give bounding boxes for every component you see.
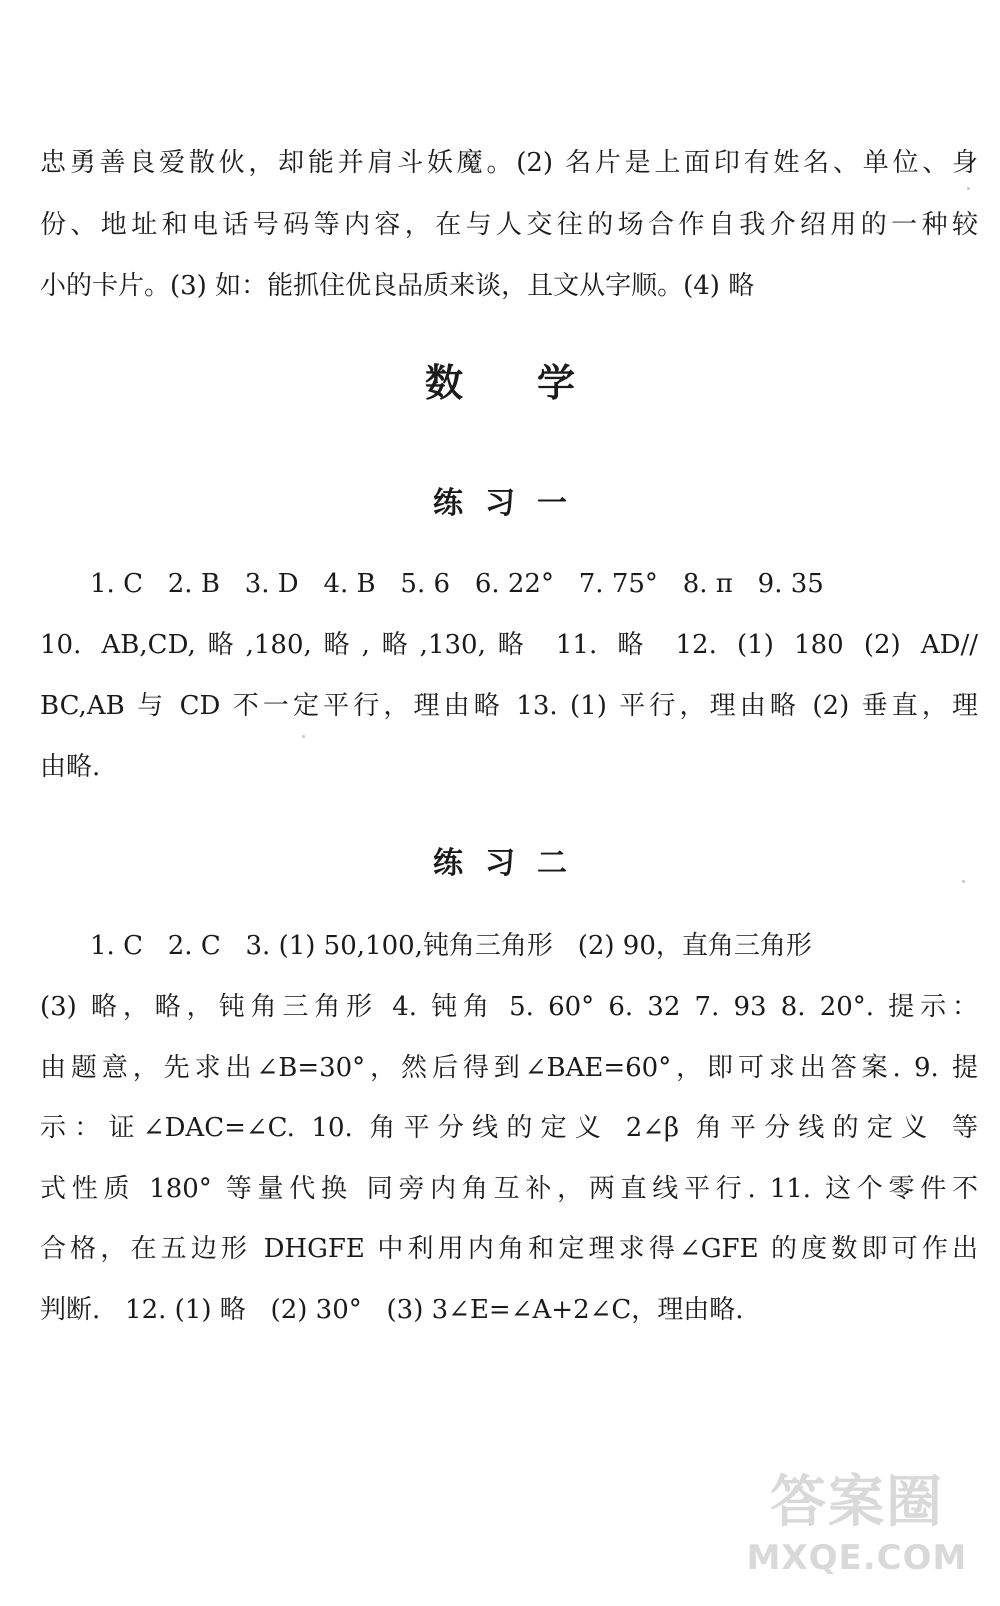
text-line: 小的卡片。(3) 如：能抓住优良品质来谈，且文从字顺。(4) 略 bbox=[40, 271, 755, 301]
answer-line: 1. C 2. B 3. D 4. B 5. 6 6. 22° 7. 75° 8. π 9. 35 bbox=[90, 569, 824, 599]
answer-line: 10. AB,CD,略,180,略,略,130,略 11. 略 12. (1) 180 (2) AD// bbox=[40, 630, 978, 660]
answer-line: 由略. bbox=[40, 752, 101, 782]
answer-line: 合格，在五边形 DHGFE 中利用内角和定理求得∠GFE 的度数即可作出 bbox=[40, 1234, 978, 1264]
answer-line: BC,AB 与 CD 不一定平行，理由略 13. (1) 平行，理由略 (2) 垂直，理 bbox=[40, 691, 978, 721]
answer-line: 判断. 12. (1) 略 (2) 30° (3) 3∠E=∠A+2∠C，理由略. bbox=[40, 1295, 744, 1325]
scan-speck bbox=[302, 735, 305, 738]
watermark-url: MXQE.COM bbox=[746, 1538, 968, 1578]
text-line: 份、地址和电话号码等内容，在与人交往的场合作自我介绍用的一种较 bbox=[40, 210, 978, 240]
text-line: 忠勇善良爱散伙，却能并肩斗妖魔。(2) 名片是上面印有姓名、单位、身 bbox=[40, 148, 978, 178]
section-title: 练习二 bbox=[433, 846, 589, 881]
section-title: 练习一 bbox=[433, 486, 589, 521]
answer-line: 式性质 180° 等量代换 同旁内角互补，两直线平行. 11. 这个零件不 bbox=[40, 1174, 978, 1204]
watermark-logo bbox=[732, 1468, 982, 1588]
watermark-logo-text: 答案圈 bbox=[770, 1470, 944, 1535]
answer-line: 示：证∠DAC=∠C. 10. 角平分线的定义 2∠β 角平分线的定义 等 bbox=[40, 1113, 978, 1143]
scan-speck bbox=[962, 880, 965, 883]
answer-line: 由题意，先求出∠B=30°，然后得到∠BAE=60°，即可求出答案. 9. 提 bbox=[40, 1053, 978, 1083]
answer-line: 1. C 2. C 3. (1) 50,100,钝角三角形 (2) 90，直角三角形 bbox=[90, 931, 812, 961]
answer-line: (3) 略，略，钝角三角形 4. 钝角 5. 60° 6. 32 7. 93 8. 20°. 提示： bbox=[40, 992, 978, 1022]
subject-title: 数学 bbox=[424, 361, 649, 405]
scan-speck bbox=[967, 187, 970, 190]
